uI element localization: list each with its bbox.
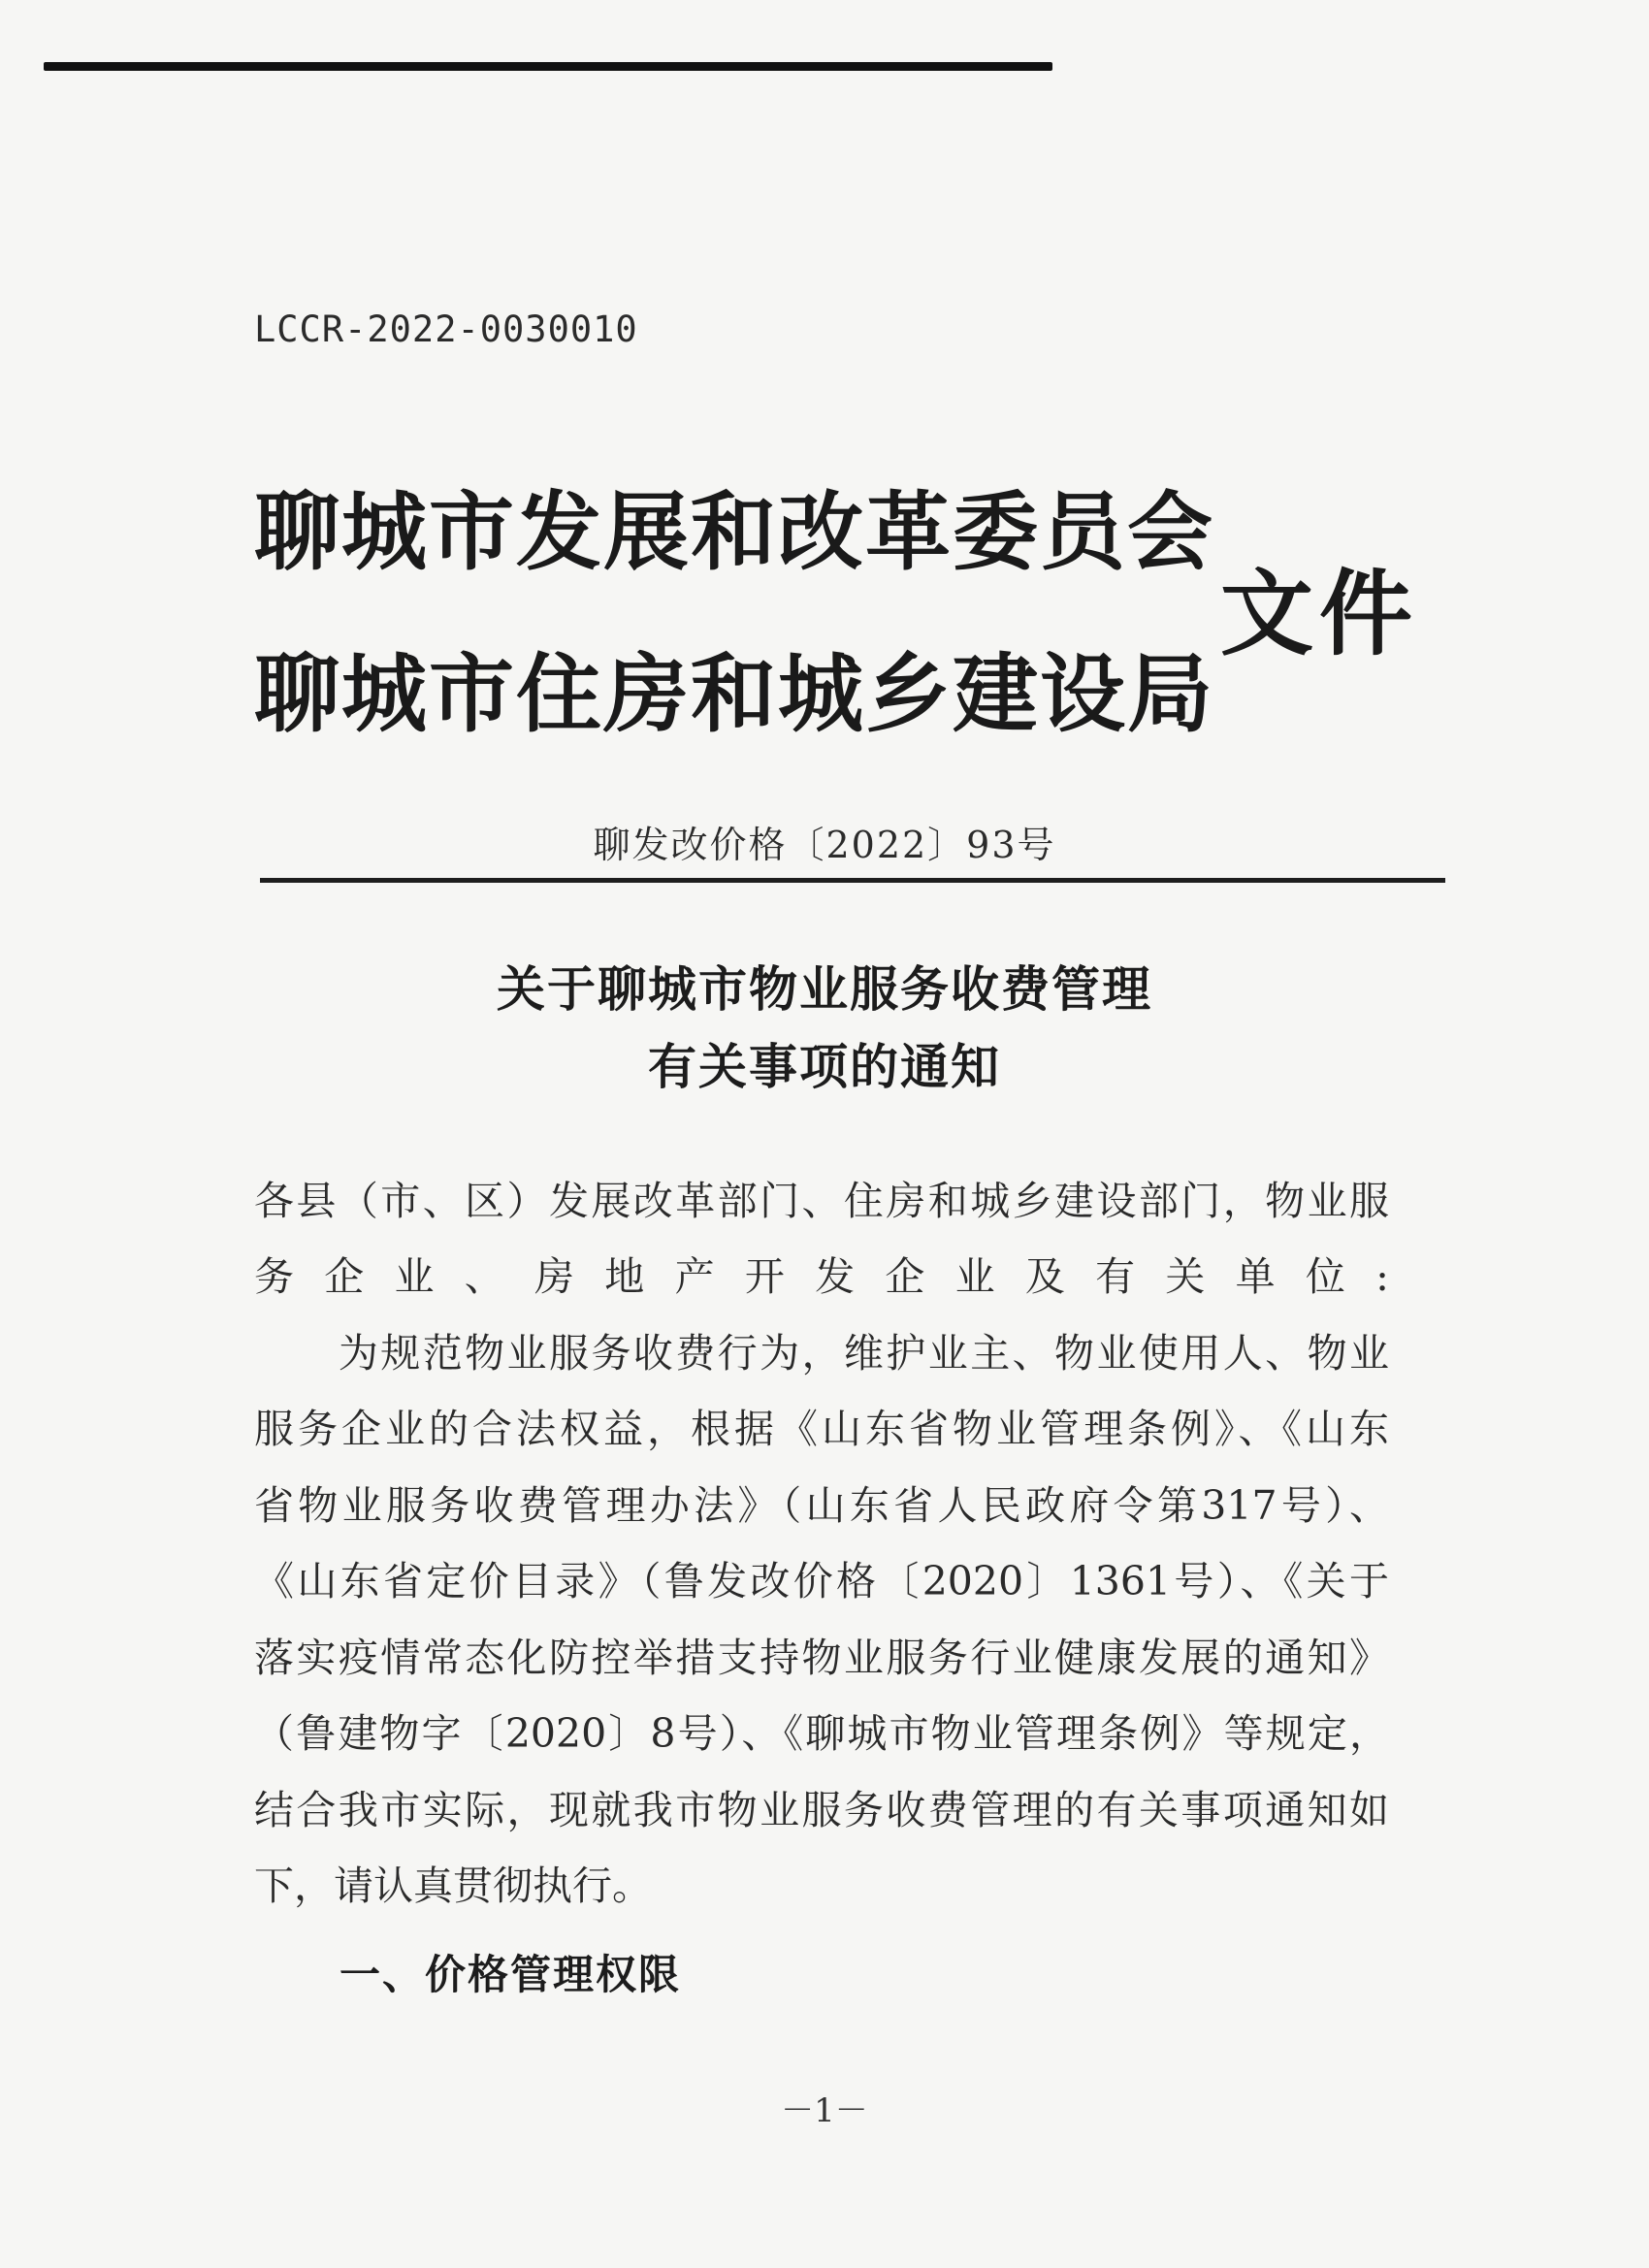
title-line-2: 有关事项的通知 — [648, 1039, 1001, 1095]
document-number: 聊发改价格〔2022〕93号 — [593, 824, 1056, 866]
scan-edge-bar — [44, 62, 1052, 71]
body-line: （鲁建物字〔2020〕8号）、《聊城市物业管理条例》等规定， — [254, 1710, 1389, 1757]
body-line: 服务企业的合法权益，根据《山东省物业管理条例》、《山东 — [254, 1406, 1389, 1452]
issuer-2: 聊城市住房和城乡建设局 — [254, 644, 1215, 744]
body-line: 各县（市、区）发展改革部门、住房和城乡建设部门，物业服 — [254, 1178, 1389, 1224]
body-line: 《山东省定价目录》（鲁发改价格〔2020〕1361号）、《关于 — [254, 1558, 1389, 1604]
body-line: 为规范物业服务收费行为，维护业主、物业使用人、物业 — [254, 1330, 1389, 1377]
issuer-1: 聊城市发展和改革委员会 — [254, 482, 1215, 582]
body-line: 务企业、房地产开发企业及有关单位: — [254, 1253, 1389, 1300]
body-line: 下，请认真贯彻执行。 — [254, 1863, 652, 1909]
document-code: LCCR-2022-0030010 — [254, 308, 638, 350]
file-label: 文件 — [1220, 560, 1418, 668]
page-number: －1－ — [781, 2091, 868, 2130]
body-line: 落实疫情常态化防控举措支持物业服务行业健康发展的通知》 — [254, 1635, 1389, 1681]
title-line-1: 关于聊城市物业服务收费管理 — [497, 961, 1152, 1018]
header-divider — [260, 878, 1445, 883]
body-line: 结合我市实际，现就我市物业服务收费管理的有关事项通知如 — [254, 1787, 1389, 1833]
body-line: 省物业服务收费管理办法》（山东省人民政府令第317号）、 — [254, 1482, 1389, 1529]
section-heading: 一、价格管理权限 — [340, 1951, 682, 1998]
